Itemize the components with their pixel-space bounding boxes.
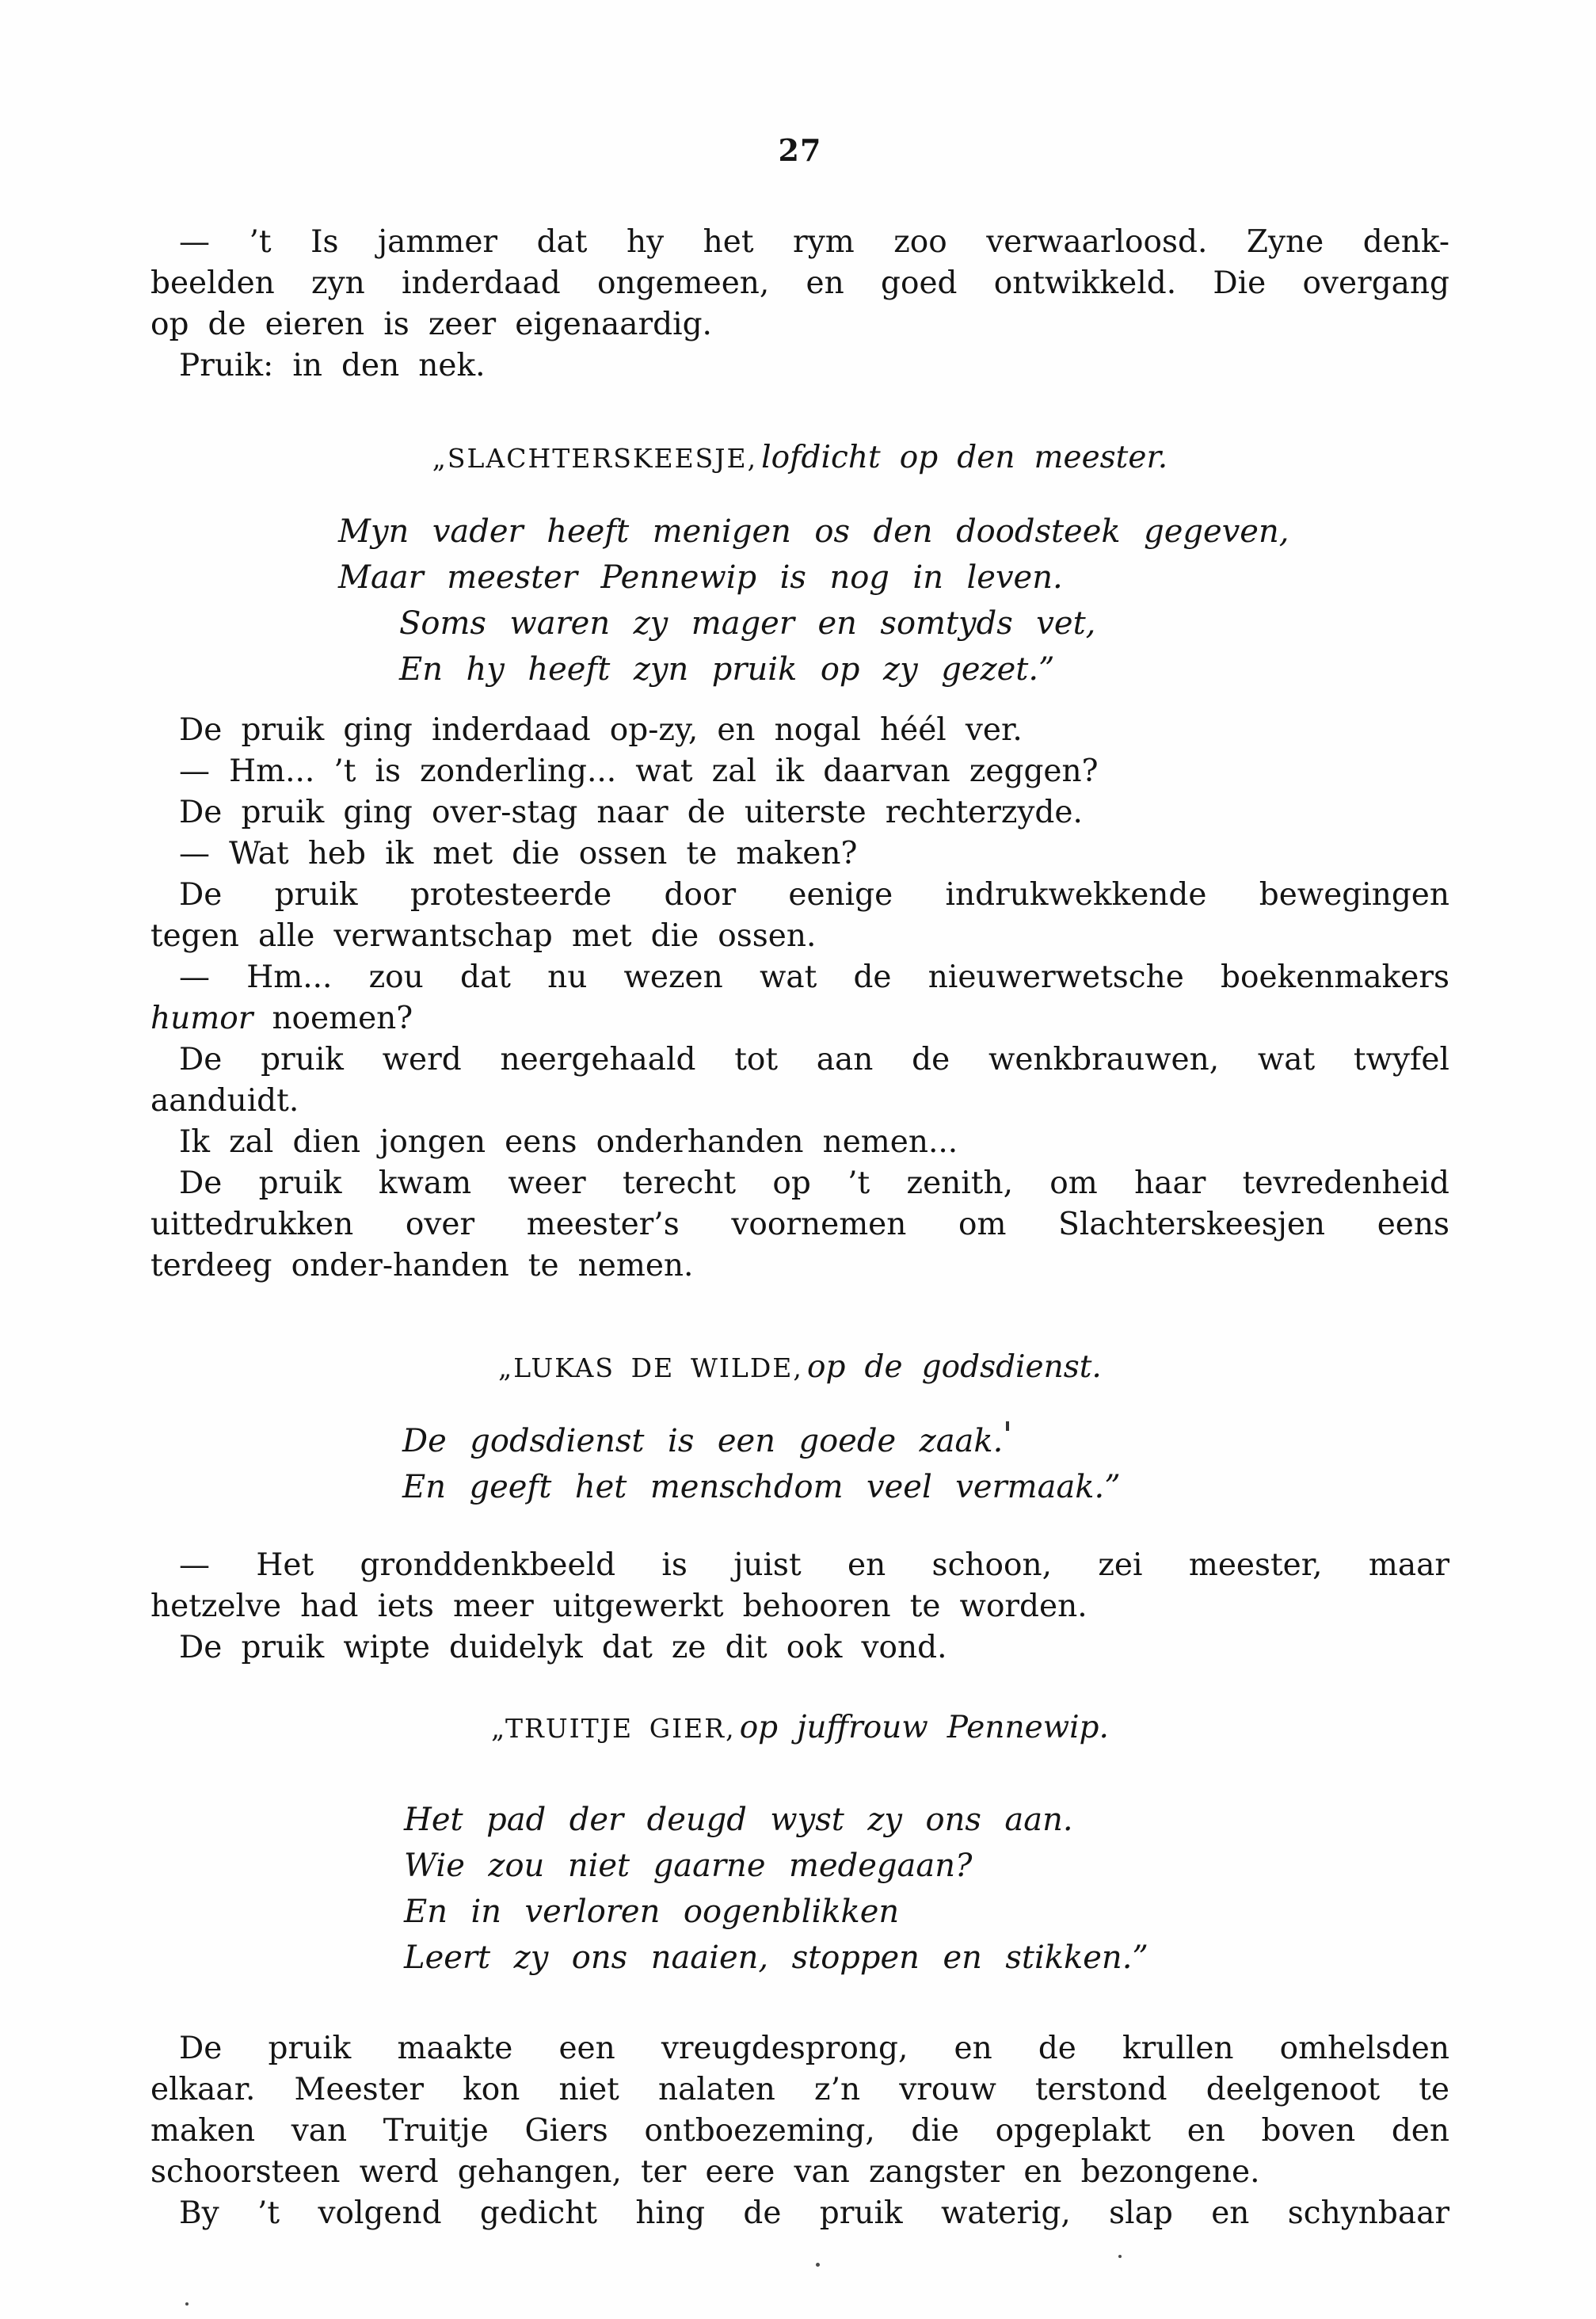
ink-speck [185,2302,189,2306]
text-line: terdeeg onder-handen te nemen. [150,1248,694,1283]
text-line: Pruik: in den nek. [179,348,486,383]
section-heading [150,1347,1449,1388]
text-line: De pruik protesteerde door eenige indrukwekkende bewegingen [179,877,1449,913]
poem-line: Myn vader heeft menigen os den doodsteek gegeven, [338,513,1289,550]
text-line: tegen alle verwantschap met die ossen. [150,918,817,954]
poem-line: Soms waren zy mager en somtyds vet, [399,605,1096,642]
poem-line: Het pad der deugd wyst zy ons aan. [404,1802,1073,1838]
text-line: aanduidt. [150,1083,299,1119]
text-line: De pruik ging inderdaad op-zy, en nogal héél ver. [179,712,1023,748]
ink-speck [1118,2255,1122,2258]
text-line: elkaar. Meester kon niet nalaten z’n vrouw terstond deelgenoot te [150,2072,1449,2107]
poem-line: Maar meester Pennewip is nog in leven. [338,559,1063,596]
text-line: — ’t Is jammer dat hy het rym zoo verwaarloosd. Zyne denk- [179,224,1449,260]
text-column [150,0,1449,2234]
text-line: beelden zyn inderdaad ongemeen, en goed ontwikkeld. Die overgang [150,265,1449,301]
poem-line: En geeft het menschdom veel vermaak.” [402,1469,1121,1505]
section-heading [150,1707,1449,1749]
text-line: De pruik wipte duidelyk dat ze dit ook vond. [179,1630,947,1665]
text-line: maken van Truitje Giers ontboezeming, die opgeplakt en boven den [150,2113,1449,2149]
text-line: De pruik werd neergehaald tot aan de wenkbrauwen, wat twyfel [179,1042,1449,1077]
page-number: 27 [778,132,822,168]
paragraph [150,222,1449,387]
section-heading [150,437,1449,479]
ink-speck [816,2263,820,2267]
text-line: uittedrukken over meester’s voornemen om Slachterskeesjen eens [150,1207,1449,1242]
paragraph [150,710,1449,1287]
text-line: De pruik ging over-stag naar de uiterste rechterzyde. [179,795,1083,830]
heading-title-caps: „TRUITJE GIER, [491,1713,736,1744]
text-line [150,998,1449,1039]
text-line: De pruik kwam weer terecht op ’t zenith, om haar tevredenheid [179,1165,1449,1201]
heading-subtitle-italic: op juffrouw Pennewip. [739,1710,1109,1745]
poem-line: En in verloren oogenblikken [404,1894,900,1930]
poem-line: Wie zou niet gaarne medegaan? [404,1848,973,1884]
heading-title-caps: „SLACHTERSKEESJE, [432,443,758,474]
ink-speck [1006,1421,1009,1431]
heading-subtitle-italic: lofdicht op den meester. [761,440,1168,475]
text-line: — Hm... zou dat nu wezen wat de nieuwerwetsche boekenmakers [179,959,1449,995]
text-line: — Wat heb ik met die ossen te maken? [179,836,858,872]
poem-line [402,1418,1449,1464]
poem [150,1418,1449,1510]
text-line: De pruik maakte een vreugdesprong, en de krullen omhelsden [179,2031,1449,2066]
text-line: op de eieren is zeer eigenaardig. [150,307,712,342]
text-line: — Het gronddenkbeeld is juist en schoon, zei meester, maar [179,1547,1449,1583]
text-line: — Hm... ’t is zonderling... wat zal ik daarvan zeggen? [179,753,1099,789]
text-line: Ik zal dien jongen eens onderhanden nemen... [179,1124,958,1160]
italic-word: humor [150,1001,253,1036]
poem [150,509,1449,692]
poem-line: En hy heeft zyn pruik op zy gezet.” [399,651,1055,688]
poem-line-text: De godsdienst is een goede zaak. [402,1423,1004,1459]
poem-line: Leert zy ons naaien, stoppen en stikken.” [404,1939,1148,1976]
paragraph [150,2028,1449,2234]
heading-subtitle-italic: op de godsdienst. [806,1349,1102,1385]
text-line-rest: noemen? [253,1001,413,1036]
text-line: hetzelve had iets meer uitgewerkt behooren te worden. [150,1589,1087,1624]
text-line: schoorsteen werd gehangen, ter eere van zangster en bezongene. [150,2154,1260,2190]
poem [150,1797,1449,1981]
heading-title-caps: „LUKAS DE WILDE, [498,1352,803,1383]
text-line: By ’t volgend gedicht hing de pruik waterig, slap en schynbaar [179,2195,1449,2231]
paragraph [150,1545,1449,1669]
